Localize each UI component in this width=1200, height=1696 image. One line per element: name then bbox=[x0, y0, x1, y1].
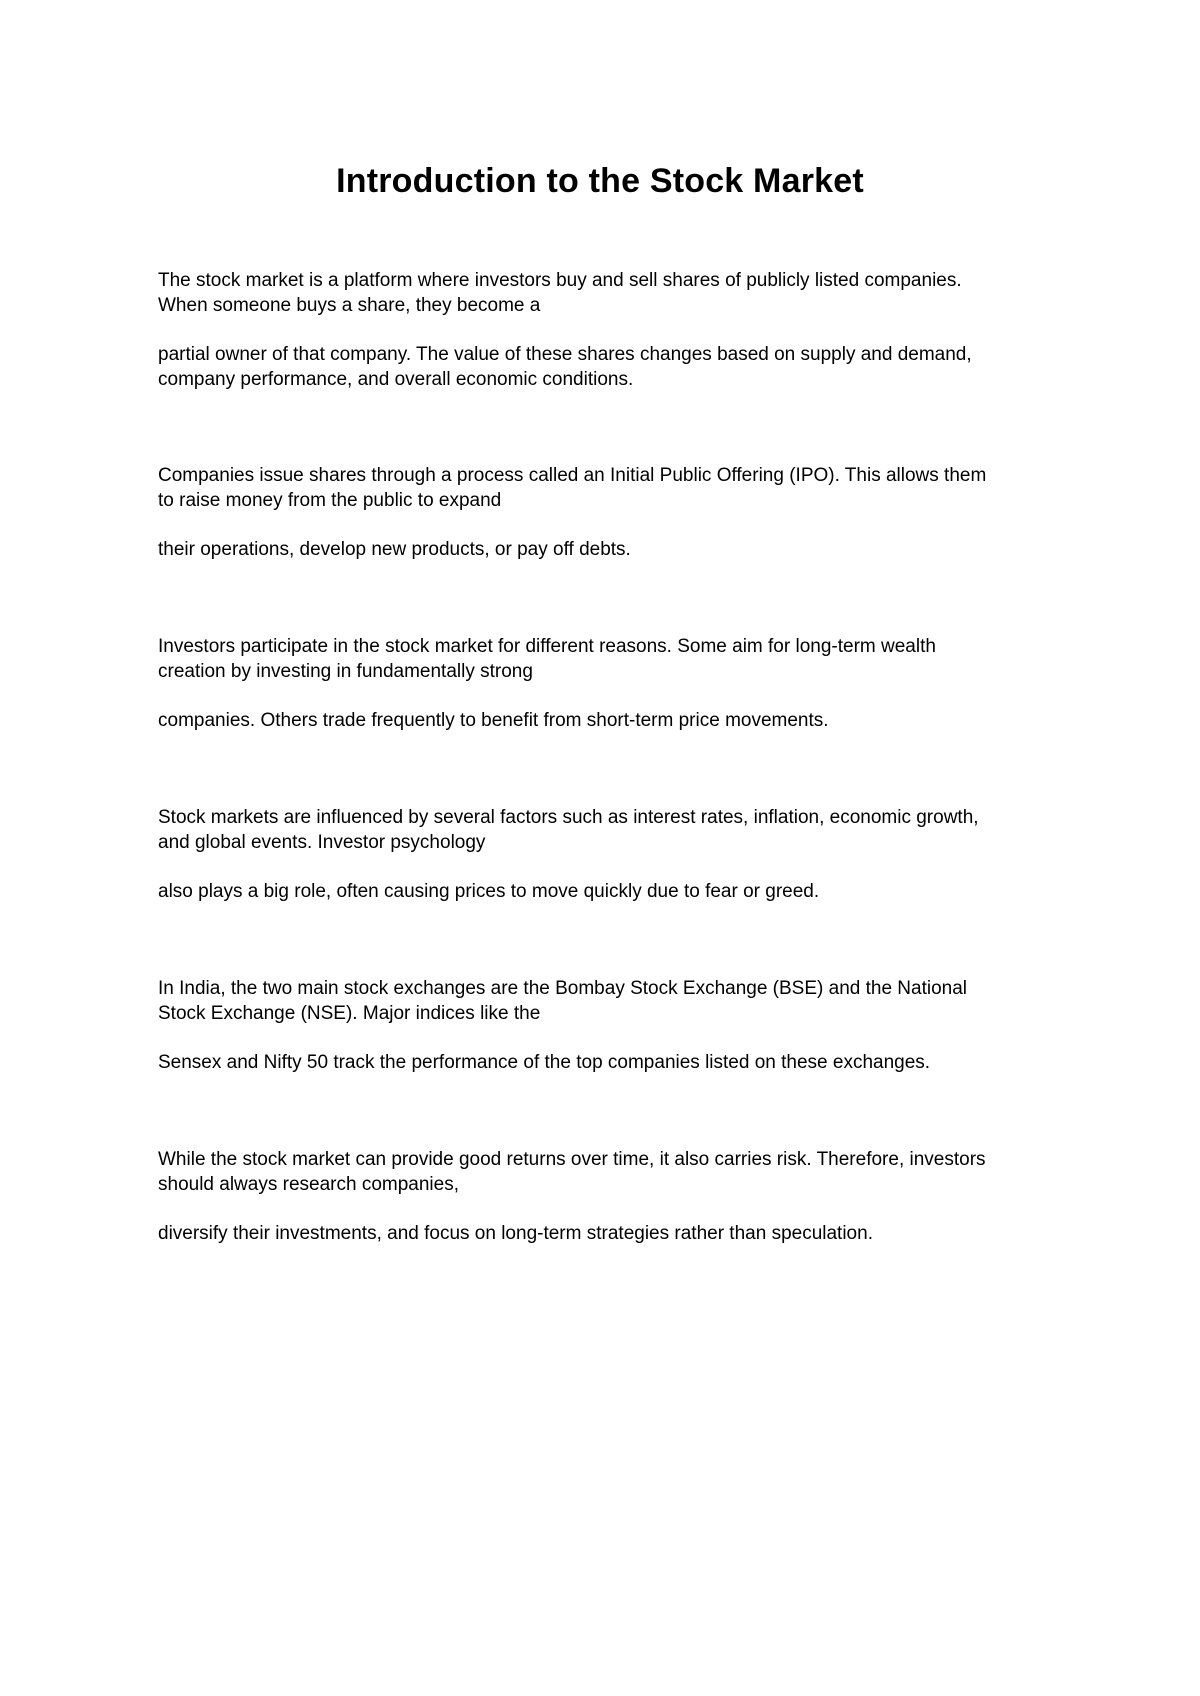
paragraph-12: diversify their investments, and focus on long-term strategies rather than speculation. bbox=[158, 1223, 873, 1244]
paragraph-10: Sensex and Nifty 50 track the performance of the top companies listed on these exchanges. bbox=[158, 1052, 931, 1073]
paragraph-5: Investors participate in the stock market for different reasons. Some aim for long-term wealth creation by investing in fundamentally strong bbox=[158, 636, 936, 682]
paragraph-8: also plays a big role, often causing prices to move quickly due to fear or greed. bbox=[158, 881, 820, 902]
paragraph-2: partial owner of that company. The value of these shares changes based on supply and demand, company performance, and overall economic conditions. bbox=[158, 344, 972, 390]
paragraph-7: Stock markets are influenced by several factors such as interest rates, inflation, economic growth, and global events. Investor psychology bbox=[158, 807, 979, 853]
document-title: Introduction to the Stock Market bbox=[336, 162, 864, 200]
paragraph-6: companies. Others trade frequently to benefit from short-term price movements. bbox=[158, 710, 829, 731]
paragraph-1: The stock market is a platform where investors buy and sell shares of publicly listed companies. When someone buys a share, they become a bbox=[158, 270, 962, 316]
paragraph-3: Companies issue shares through a process called an Initial Public Offering (IPO). This allows them to raise money from the public to expand bbox=[158, 465, 987, 511]
paragraph-9: In India, the two main stock exchanges are the Bombay Stock Exchange (BSE) and the National Stock Exchange (NSE). Major indices like the bbox=[158, 978, 968, 1024]
paragraph-4: their operations, develop new products, or pay off debts. bbox=[158, 539, 631, 560]
paragraph-11: While the stock market can provide good returns over time, it also carries risk. Therefore, investors should always research companies, bbox=[158, 1149, 986, 1195]
